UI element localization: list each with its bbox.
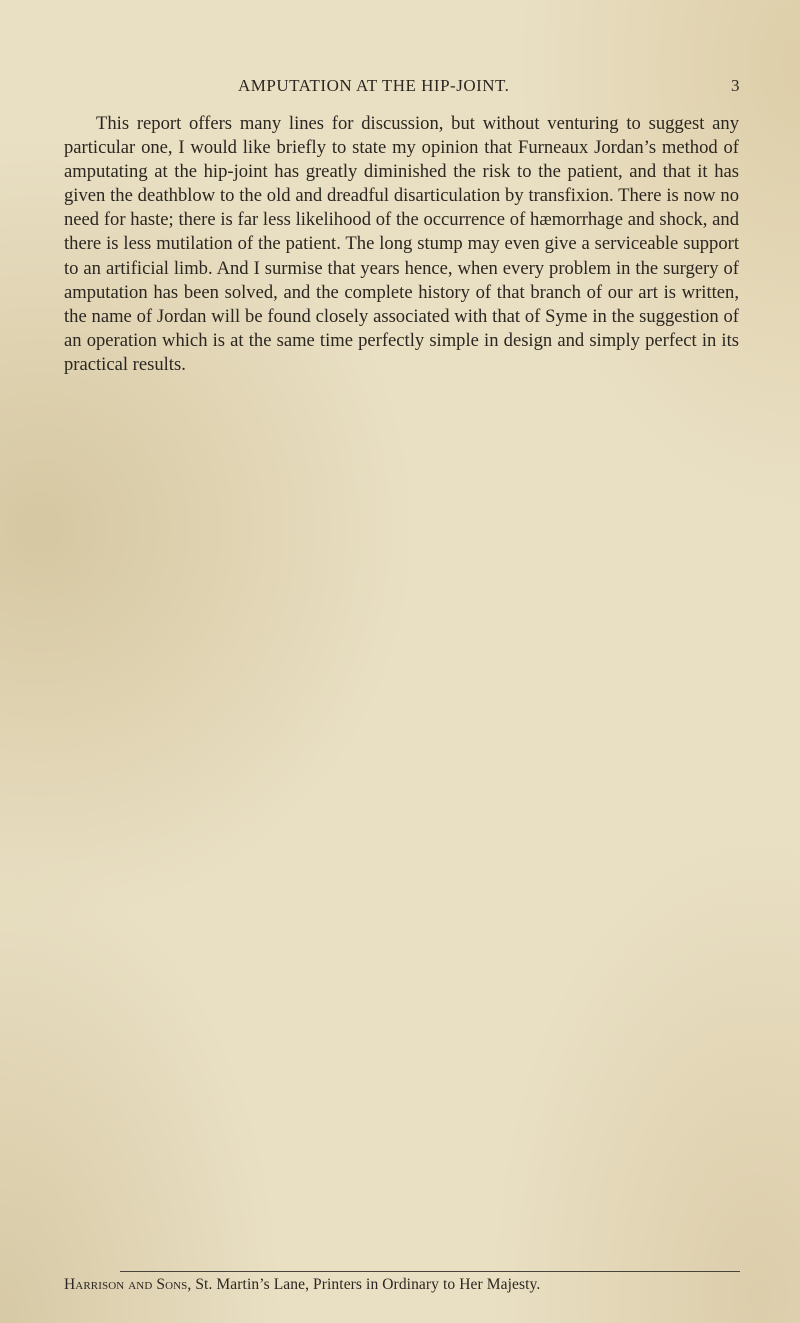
body-paragraph: This report offers many lines for discussion, but without venturing to suggest any particular one, I would like briefly to state my opinion that Furneaux Jordan’s method of amputating at the hip-joint has greatly diminished the risk to the patient, and that it has given the deathblow to the old and dreadful disarticulation by transfixion. There is now no need for haste; there is far less likelihood of the occurrence of hæmorrhage and shock, and there is less mutilation of the patient. The long stump may even give a serviceable support to an artificial limb. And I surmise that years hence, when every problem in the surgery of amputation has been solved, and the complete history of that branch of our art is written, the name of Jordan will be found closely associated with that of Syme in the suggestion of an operation which is at the same time perfectly simple in design and simply perfect in its practical results. [64, 113, 739, 375]
printer-imprint [64, 1276, 744, 1294]
footer-rule [120, 1271, 740, 1272]
page-number: 3 [731, 76, 740, 95]
printer-name: Harrison and Sons [64, 1276, 188, 1293]
running-title: AMPUTATION AT THE HIP-JOINT. [238, 76, 510, 95]
printer-details: , St. Martin’s Lane, Printers in Ordinary to Her Majesty. [187, 1276, 541, 1293]
running-head [60, 76, 740, 100]
